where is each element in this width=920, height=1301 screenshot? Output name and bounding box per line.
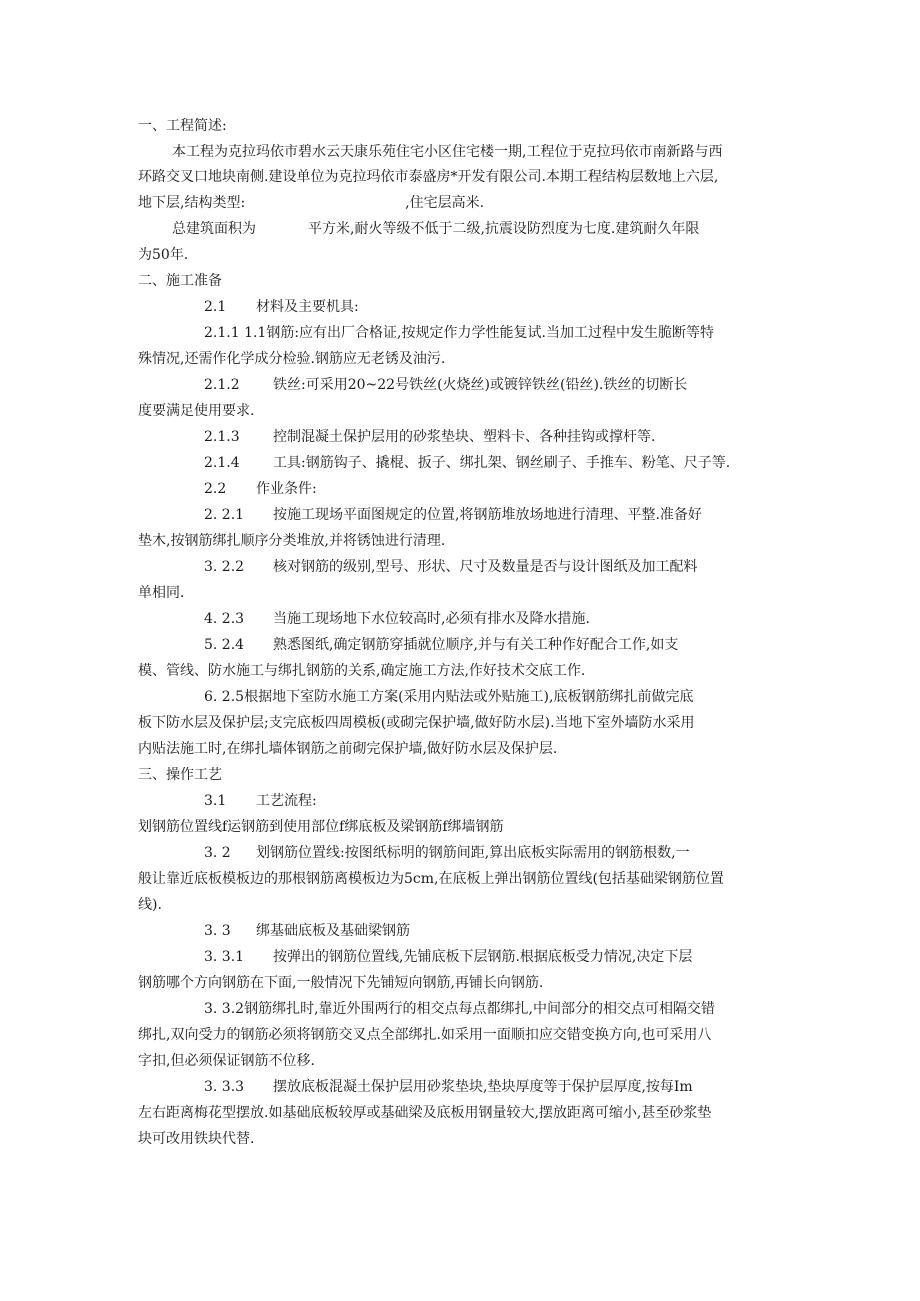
paragraph-line: 板下防水层及保护层;支完底板四周模板(或砌完保护墙,做好防水层).当地下室外墙防水采用 xyxy=(138,715,695,731)
paragraph-line: 6. 2.5根据地下室防水施工方案(采用内贴法或外贴施工),底板钢筋绑扎前做完底 xyxy=(204,689,694,705)
section-heading-operation: 三、操作工艺 xyxy=(138,767,222,783)
paragraph-line: 度要满足使用要求. xyxy=(138,403,255,419)
item-text: 核对钢筋的级别,型号、形状、尺寸及数量是否与设计图纸及加工配料 xyxy=(273,559,698,575)
paragraph-line: 单相同. xyxy=(138,585,185,601)
item-text: 划钢筋位置线:按图纸标明的钢筋间距,算出底板实际需用的钢筋根数,一 xyxy=(256,845,690,861)
paragraph-line: 字扣,但必须保证钢筋不位移. xyxy=(138,1053,315,1069)
item-text: 控制混凝土保护层用的砂浆垫块、塑料卡、各种挂钩或撑杆等. xyxy=(273,429,656,445)
item-number: 2.1.4 xyxy=(204,455,240,471)
item-number: 3. 2.2 xyxy=(204,559,245,575)
item-number: 2.2 xyxy=(204,481,227,497)
section-heading-preparation: 二、施工准备 xyxy=(138,273,222,289)
paragraph-line: 线). xyxy=(138,897,162,913)
item-number: 3. 2 xyxy=(204,845,231,861)
item-number: 3. 3.3 xyxy=(204,1079,245,1095)
item-number: 3. 3 xyxy=(204,923,231,939)
paragraph-line: 殊情况,还需作化学成分检验.钢筋应无老锈及油污. xyxy=(138,351,446,367)
text-segment: 总建筑面积为 xyxy=(172,221,256,237)
item-number: 4. 2.3 xyxy=(204,611,245,627)
item-number: 2. 2.1 xyxy=(204,507,245,523)
item-number: 2.1.2 xyxy=(204,377,240,393)
item-text: 绑基础底板及基础梁钢筋 xyxy=(256,923,410,939)
paragraph-line: 模、管线、防水施工与绑扎钢筋的关系,确定施工方法,作好技术交底工作. xyxy=(138,663,586,679)
paragraph-line: 为50年. xyxy=(138,247,189,263)
paragraph-line: 般让靠近底板模板边的那根钢筋离模板边为5cm,在底板上弹出钢筋位置线(包括基础梁钢筋位置 xyxy=(138,871,724,887)
paragraph-line: 2.1.1 1.1钢筋:应有出厂合格证,按规定作力学性能复试.当加工过程中发生脆断等特 xyxy=(204,325,714,341)
process-flow: 划钢筋位置线f运钢筋到使用部位f绑底板及梁钢筋f绑墙钢筋 xyxy=(138,819,504,835)
item-text: 摆放底板混凝土保护层用砂浆垫块,垫块厚度等于保护层厚度,按每Im xyxy=(273,1079,693,1095)
paragraph-line: 本工程为克拉玛依市碧水云天康乐苑住宅小区住宅楼一期,工程位于克拉玛依市南新路与西 xyxy=(172,144,723,160)
item-number: 3. 3.1 xyxy=(204,949,245,965)
paragraph-line: 环路交叉口地块南侧.建设单位为克拉玛依市泰盛房*开发有限公司.本期工程结构层数地上六层, xyxy=(138,169,719,185)
paragraph-line: 3. 3.2钢筋绑扎时,靠近外围两行的相交点每点都绑扎,中间部分的相交点可相隔交错 xyxy=(204,1001,715,1017)
item-number: 5. 2.4 xyxy=(204,637,245,653)
paragraph-line: 钢筋哪个方向钢筋在下面,一般情况下先铺短向钢筋,再铺长向钢筋. xyxy=(138,975,544,991)
section-heading-overview: 一、工程简述: xyxy=(138,118,227,134)
item-text: 材料及主要机具: xyxy=(256,299,359,315)
item-number: 2.1.3 xyxy=(204,429,240,445)
item-number: 2.1 xyxy=(204,299,227,315)
paragraph-line: 块可改用铁块代替. xyxy=(138,1131,255,1147)
item-text: 当施工现场地下水位较高时,必须有排水及降水措施. xyxy=(273,611,590,627)
text-segment: 地下层,结构类型: xyxy=(138,195,246,211)
item-number: 3.1 xyxy=(204,793,227,809)
text-segment: 平方米,耐火等级不低于二级,抗震设防烈度为七度.建筑耐久年限 xyxy=(308,221,700,237)
paragraph-line xyxy=(172,220,699,238)
item-text: 作业条件: xyxy=(256,481,317,497)
item-text: 工艺流程: xyxy=(256,793,317,809)
paragraph-line: 内贴法施工时,在绑扎墙体钢筋之前砌完保护墙,做好防水层及保护层. xyxy=(138,741,558,757)
item-text: 铁丝:可采用20~22号铁丝(火烧丝)或镀锌铁丝(铅丝).铁丝的切断长 xyxy=(273,377,688,393)
paragraph-line: 左右距离梅花型摆放.如基础底板较厚或基础梁及底板用钢量较大,摆放距离可缩小,甚至砂浆垫 xyxy=(138,1105,712,1121)
paragraph-line: 绑扎,双向受力的钢筋必须将钢筋交叉点全部绑扎.如采用一面顺扣应交错变换方向,也可采用八 xyxy=(138,1027,712,1043)
item-text: 按施工现场平面图规定的位置,将钢筋堆放场地进行清理、平整.准备好 xyxy=(273,507,702,523)
text-segment: ,住宅层高米. xyxy=(405,195,485,211)
paragraph-line xyxy=(138,194,484,212)
paragraph-line: 垫木,按钢筋绑扎顺序分类堆放,并将锈蚀进行清理. xyxy=(138,533,446,549)
item-text: 按弹出的钢筋位置线,先铺底板下层钢筋.根据底板受力情况,决定下层 xyxy=(273,949,693,965)
item-text: 工具:钢筋钩子、撬棍、扳子、绑扎架、钢丝刷子、手推车、粉笔、尺子等. xyxy=(273,455,731,471)
item-text: 熟悉图纸,确定钢筋穿插就位顺序,并与有关工种作好配合工作,如支 xyxy=(273,637,679,653)
